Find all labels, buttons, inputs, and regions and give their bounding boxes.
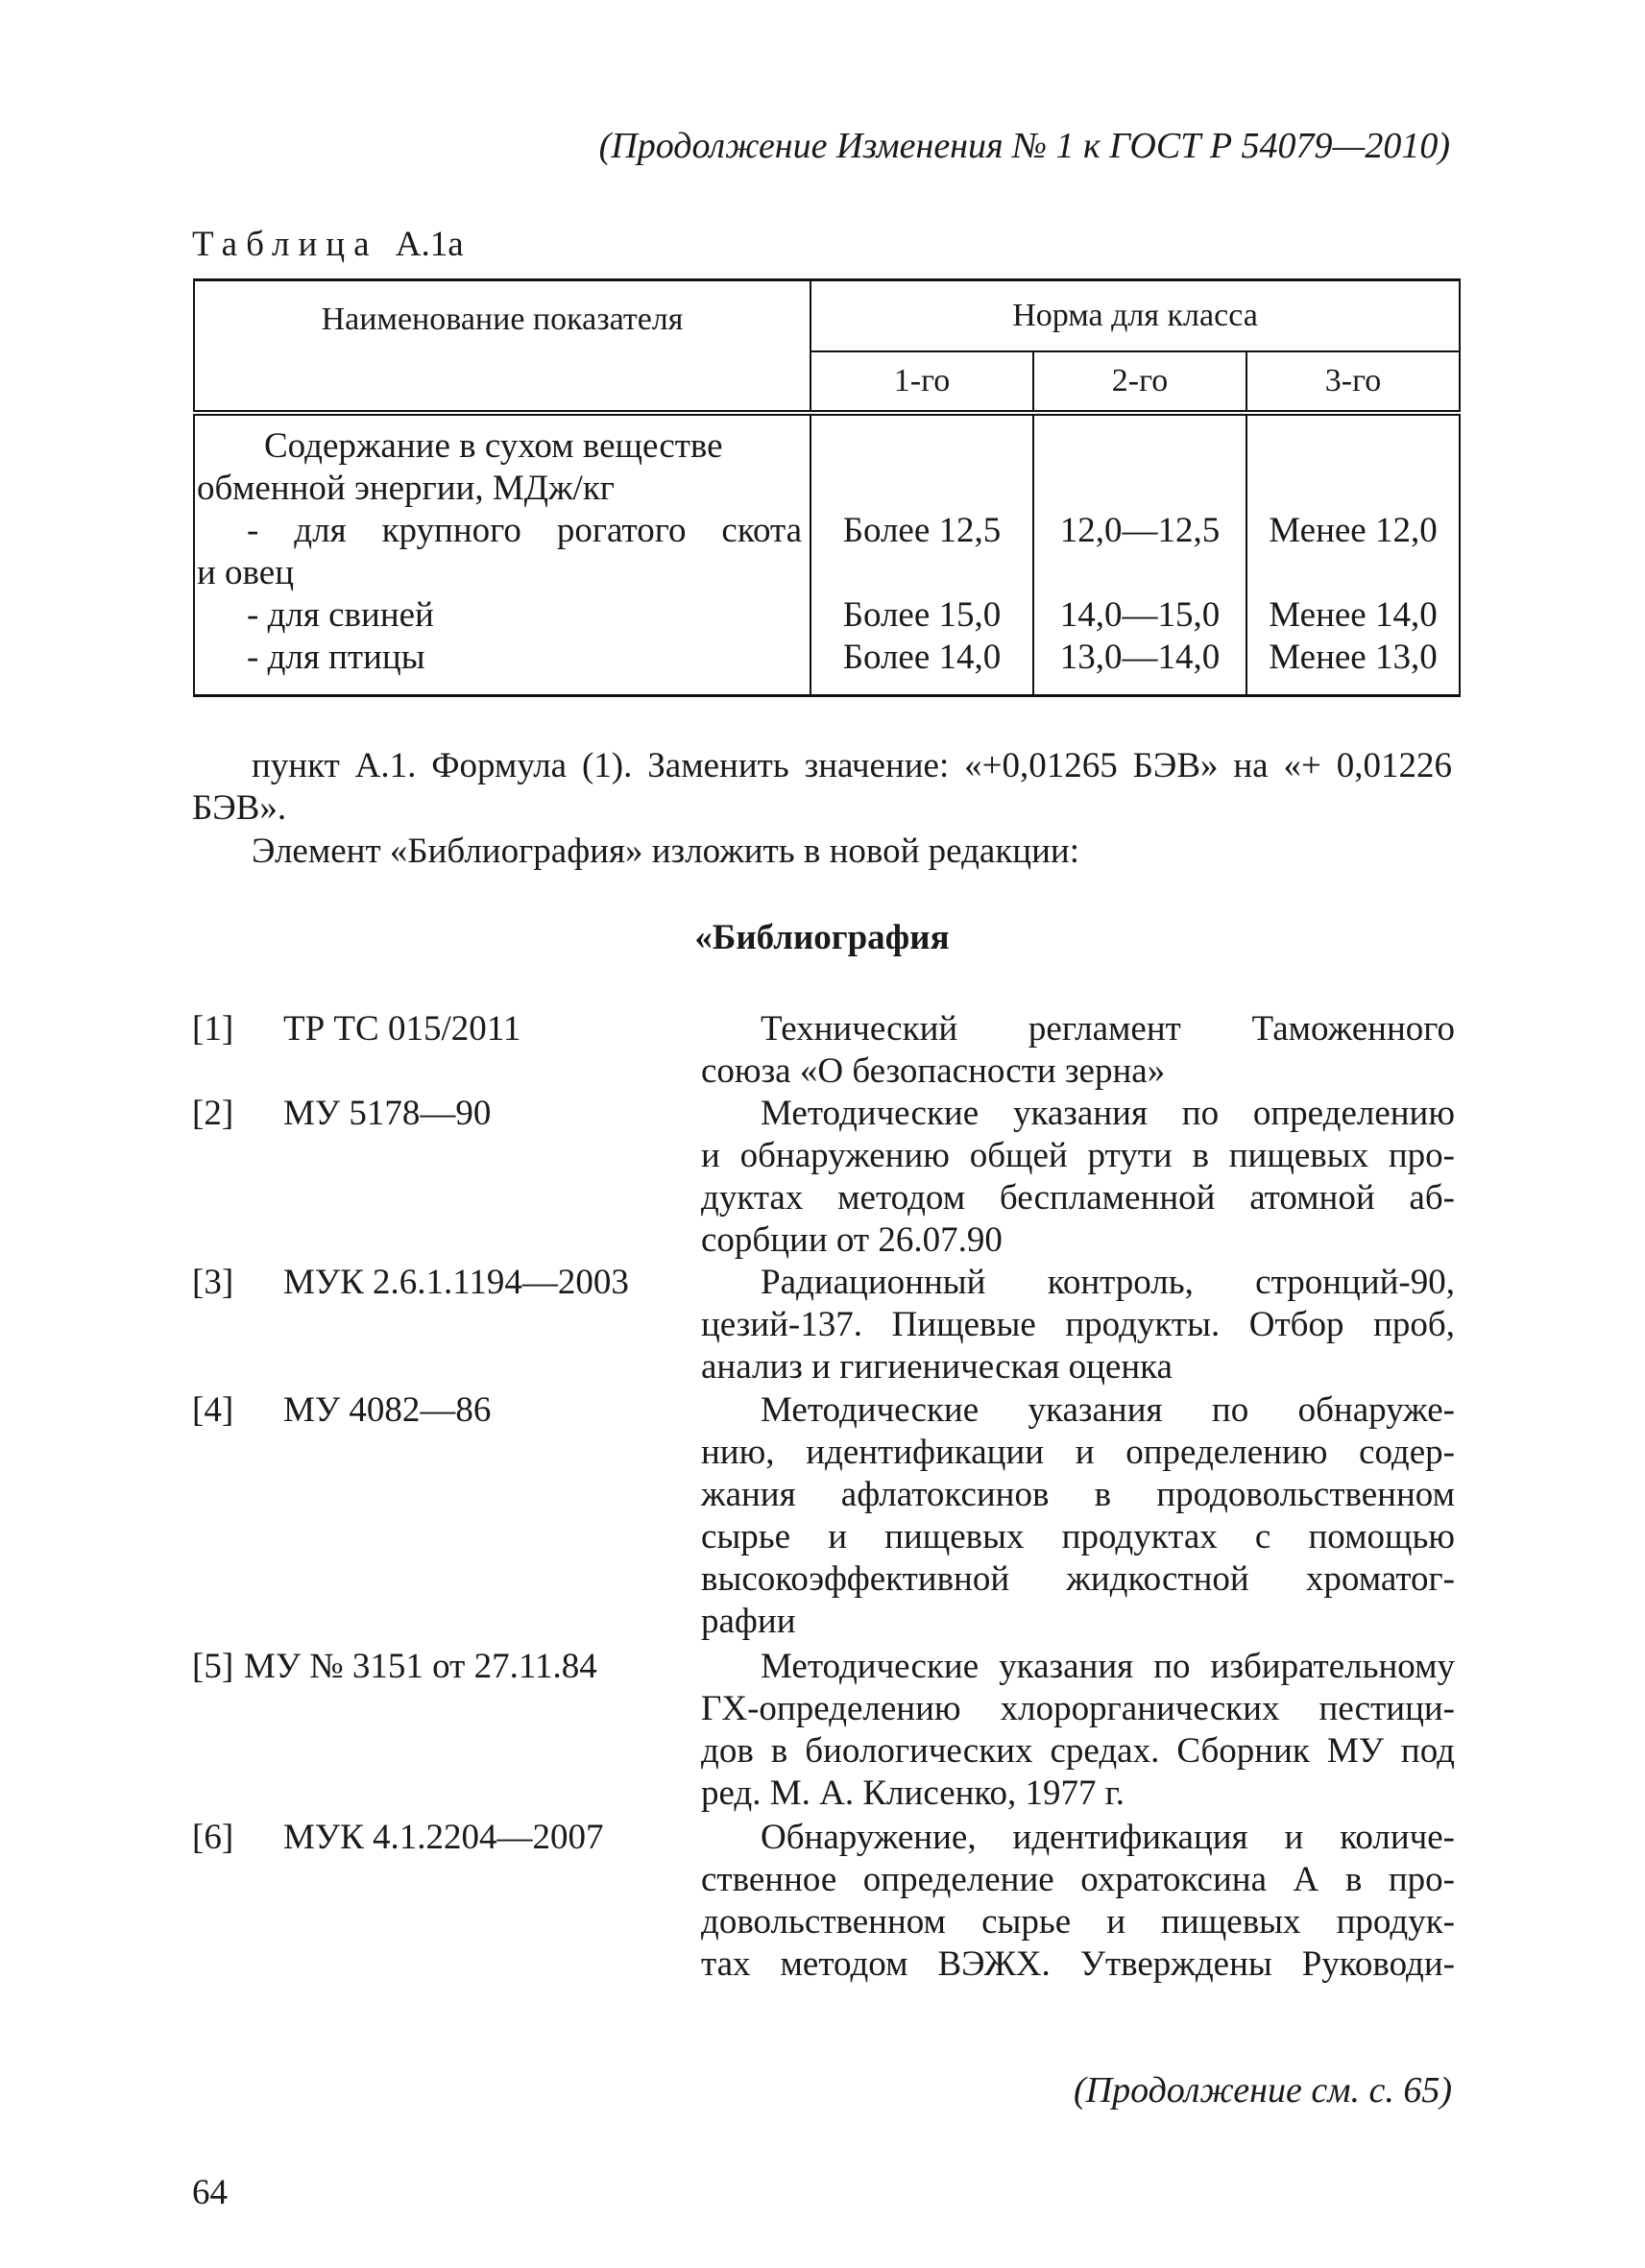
class-2-values: [1033, 413, 1246, 696]
parameter-title-line: Содержание в сухом веществе: [264, 426, 723, 466]
description-line: высокоэффективной жидкостной хроматог-: [701, 1559, 1455, 1599]
bibliography-description: [701, 1646, 1455, 1815]
bibliography-code: МУ 5178—90: [283, 1094, 492, 1133]
description-line: дов в биологических средах. Сборник МУ под: [701, 1731, 1455, 1771]
column-header-class-1: 1-го: [810, 351, 1033, 413]
table-row: [194, 413, 1460, 696]
column-header-class-2: 2-го: [1033, 351, 1246, 413]
paragraph-bibliography-intro: Элемент «Библиография» изложить в новой редакции:: [252, 832, 1079, 871]
description-line: ред. М. А. Клисенко, 1977 г.: [701, 1773, 1125, 1813]
bibliography-code: МУ 4082—86: [283, 1390, 492, 1430]
page-number: 64: [192, 2173, 228, 2212]
cell-value: 12,0—12,5: [1059, 511, 1221, 550]
bibliography-ref: [6]: [192, 1818, 234, 1857]
description-line: ственное определение охратоксина А в про-: [701, 1860, 1455, 1899]
description-line: Методические указания по обнаруже-: [761, 1390, 1455, 1430]
description-line: дуктах методом беспламенной атомной аб-: [701, 1178, 1455, 1218]
description-line: жания афлатоксинов в продовольственном: [701, 1475, 1455, 1514]
description-line: Методические указания по определению: [761, 1094, 1455, 1133]
cell-value: Более 15,0: [842, 595, 1002, 635]
bibliography-description: [701, 1093, 1455, 1262]
row-label-continuation: и овец: [197, 553, 295, 592]
cell-value: 13,0—14,0: [1059, 638, 1221, 677]
bibliography-description: [701, 1262, 1455, 1388]
bibliography-ref: [2]: [192, 1094, 234, 1133]
bibliography-code: МУК 4.1.2204—2007: [283, 1818, 604, 1857]
cell-value: Менее 14,0: [1269, 595, 1438, 635]
bibliography-title: «Библиография: [694, 918, 950, 957]
description-line: Радиационный контроль, стронций-90,: [761, 1263, 1455, 1302]
bibliography-ref: [4]: [192, 1390, 234, 1430]
bibliography-ref: [5]: [192, 1647, 234, 1686]
column-header-indicator: Наименование показателя: [194, 280, 810, 414]
cell-value: Более 12,5: [842, 511, 1002, 550]
bibliography-code: МУ № 3151 от 27.11.84: [244, 1647, 597, 1686]
row-label: - для свиней: [247, 595, 434, 635]
description-line: сырье и пищевых продуктах с помощью: [701, 1517, 1455, 1556]
class-3-values: [1246, 413, 1460, 696]
description-line: Методические указания по избирательному: [761, 1647, 1455, 1686]
table-caption: [192, 224, 464, 266]
description-line: ГХ-определению хлорорганических пестици-: [701, 1689, 1455, 1728]
parameter-title-line: обменной энергии, МДж/кг: [197, 469, 615, 508]
norms-table: [193, 278, 1461, 697]
description-line: Технический регламент Таможенного: [761, 1009, 1455, 1049]
row-label: - для птицы: [247, 638, 425, 677]
cell-value: Более 14,0: [842, 638, 1002, 677]
description-line: довольственном сырье и пищевых продук-: [701, 1902, 1455, 1942]
description-line: тах методом ВЭЖХ. Утверждены Руководи-: [701, 1944, 1455, 1984]
bibliography-description: [701, 1008, 1455, 1093]
description-line: Обнаружение, идентификация и количе-: [761, 1818, 1455, 1857]
cell-value: 14,0—15,0: [1059, 595, 1221, 635]
description-line: и обнаружению общей ртути в пищевых про-: [701, 1136, 1455, 1175]
description-line: союза «О безопасности зерна»: [701, 1051, 1166, 1091]
description-line: анализ и гигиеническая оценка: [701, 1347, 1173, 1387]
table-caption-number: А.1а: [395, 225, 464, 264]
description-line: нию, идентификации и определению содер-: [701, 1433, 1455, 1472]
parameter-cell: [194, 413, 810, 696]
description-line: рафии: [701, 1602, 796, 1641]
column-header-group: Норма для класса: [810, 280, 1460, 352]
bibliography-description: [701, 1817, 1455, 1986]
table-caption-prefix: Таблица: [192, 225, 378, 264]
cell-value: Менее 13,0: [1269, 638, 1438, 677]
paragraph-formula-change: пункт А.1. Формула (1). Заменить значение: «+0,01265 БЭВ» на «+ 0,01226 БЭВ».: [192, 746, 1452, 828]
bibliography-ref: [1]: [192, 1009, 234, 1049]
description-line: цезий-137. Пищевые продукты. Отбор проб,: [701, 1305, 1455, 1344]
bibliography-description: [701, 1389, 1455, 1643]
description-line: сорбции от 26.07.90: [701, 1220, 1003, 1260]
running-header: (Продолжение Изменения № 1 к ГОСТ Р 54079—2010): [598, 126, 1450, 166]
row-label: - для крупного рогатого скота: [247, 511, 802, 550]
class-1-values: [810, 413, 1033, 696]
bibliography-code: ТР ТС 015/2011: [283, 1009, 521, 1049]
continuation-note: (Продолжение см. с. 65): [1073, 2070, 1452, 2111]
column-header-class-3: 3-го: [1246, 351, 1460, 413]
bibliography-ref: [3]: [192, 1263, 234, 1302]
bibliography-code: МУК 2.6.1.1194—2003: [283, 1263, 629, 1302]
cell-value: Менее 12,0: [1269, 511, 1438, 550]
